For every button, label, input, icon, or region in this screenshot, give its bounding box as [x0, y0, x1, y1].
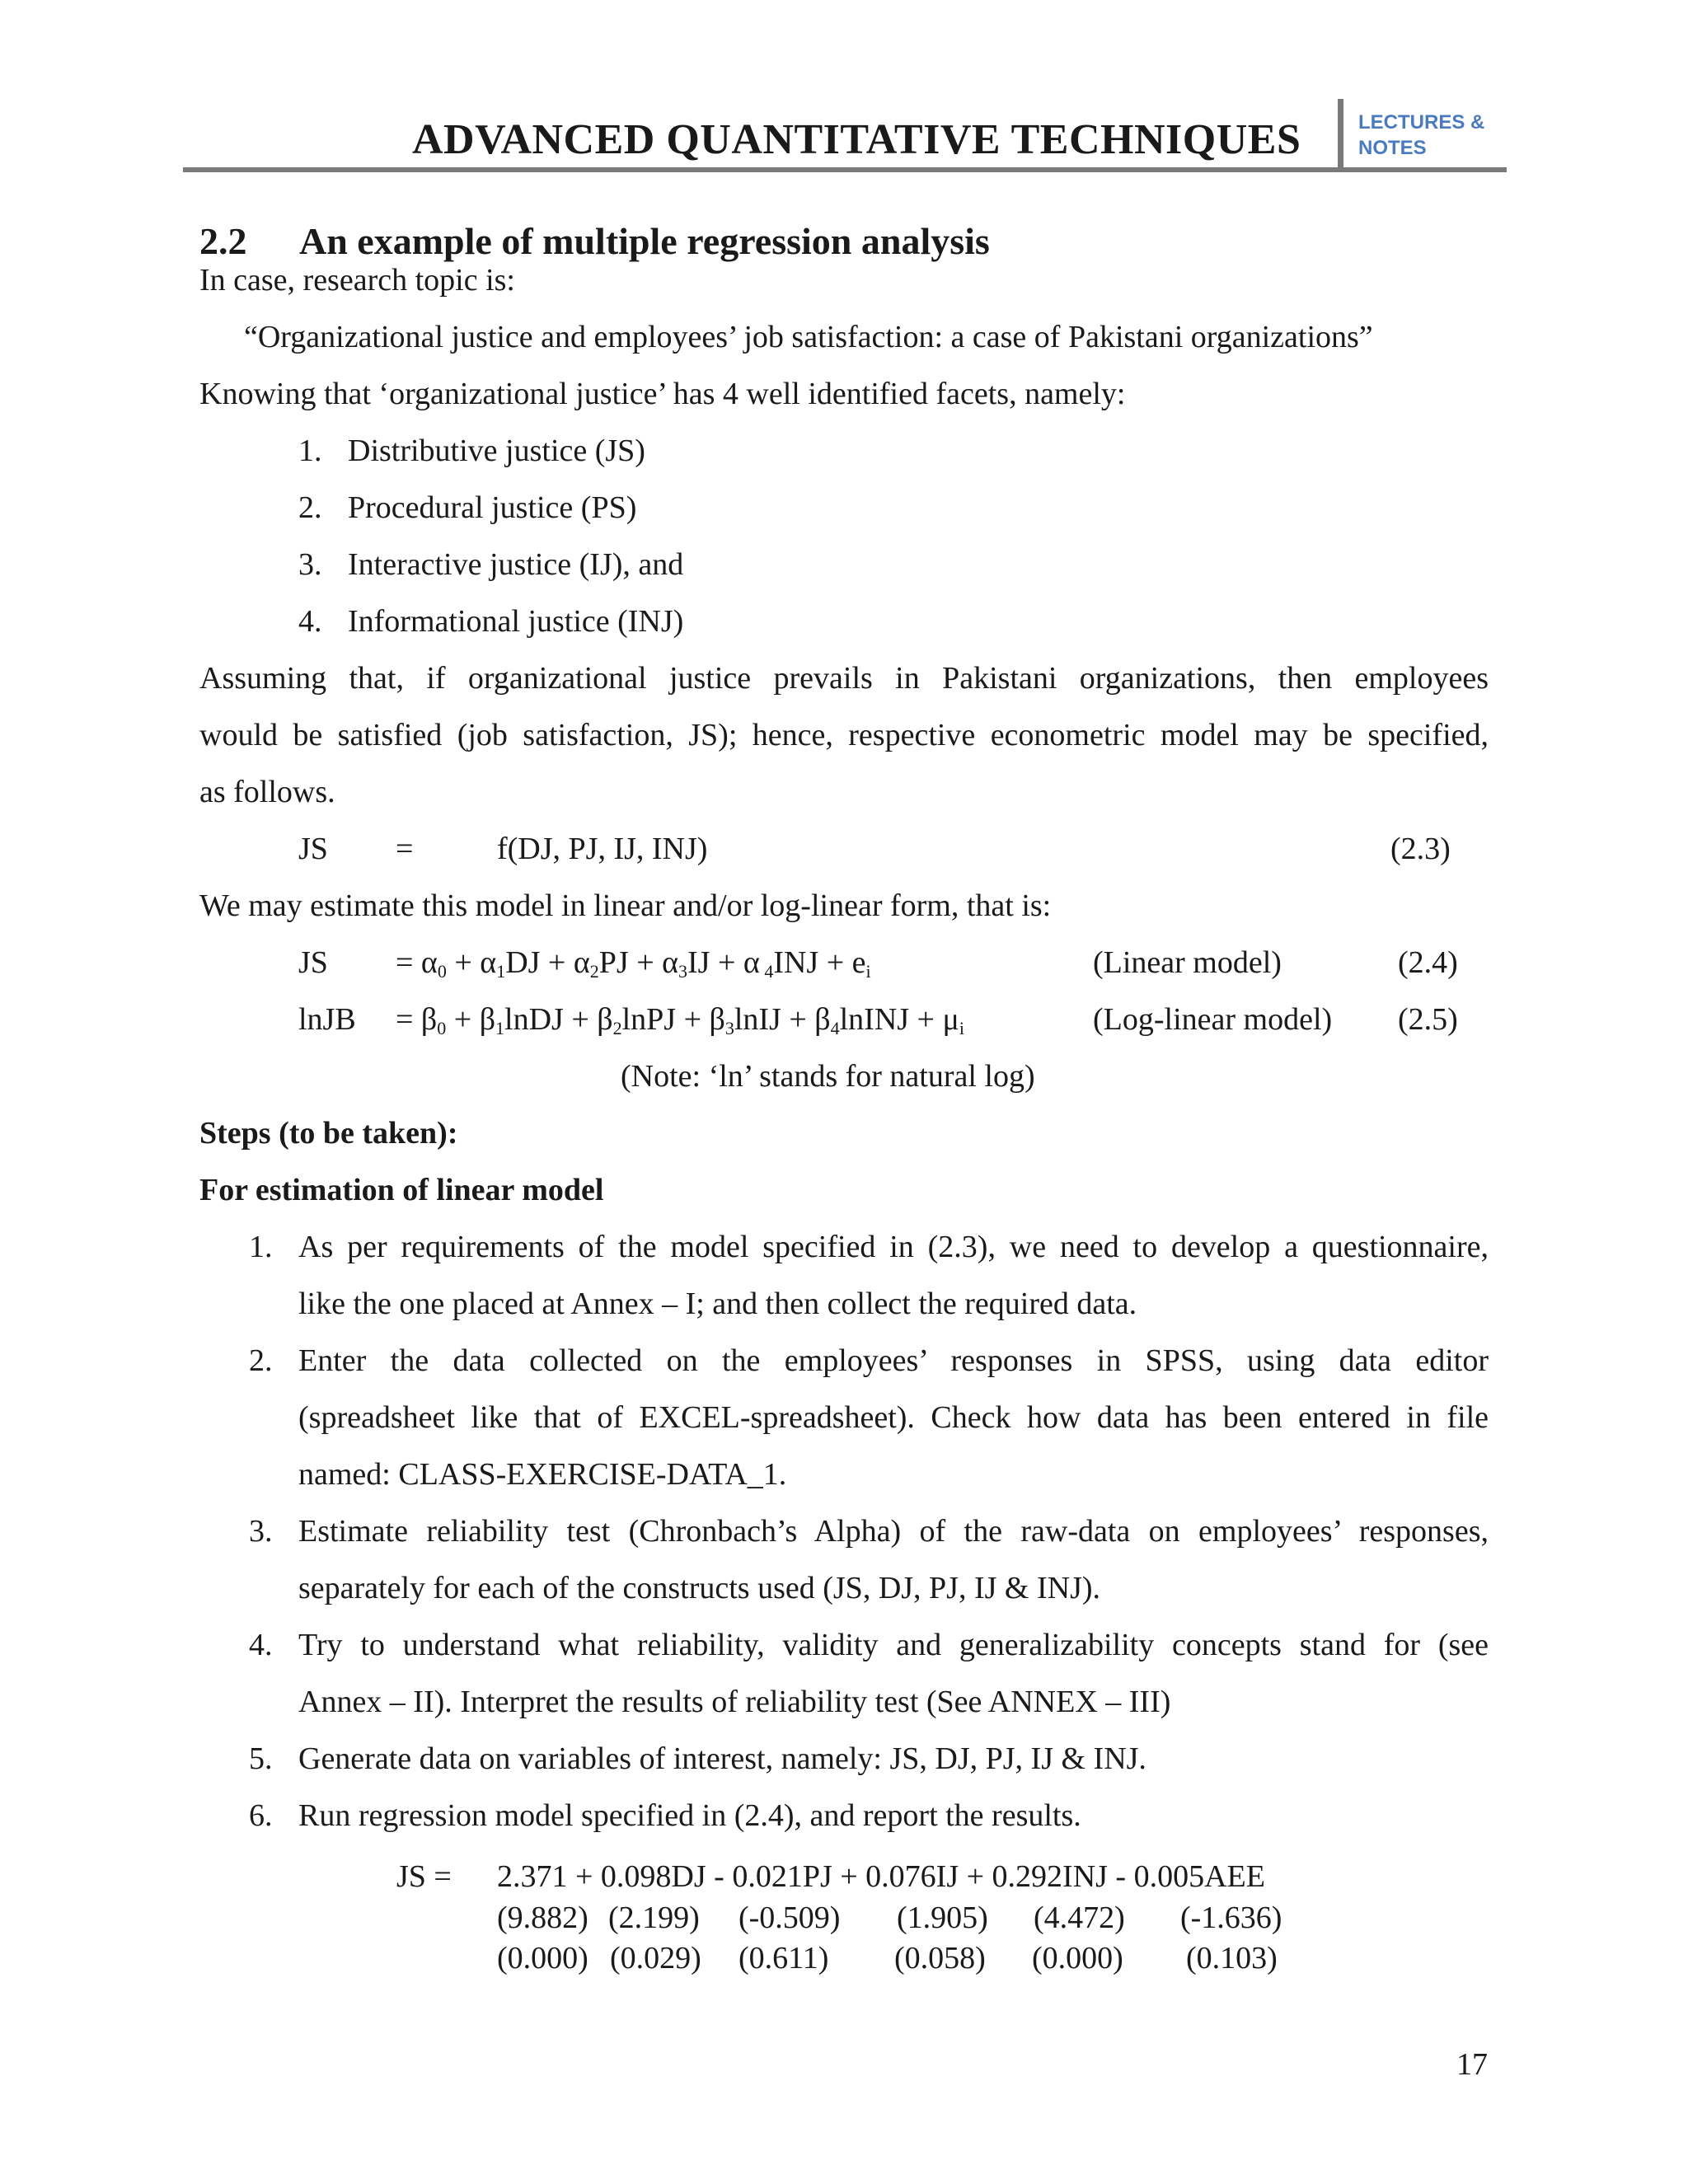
step-line: Generate data on variables of interest, namely: JS, DJ, PJ, IJ & INJ. [298, 1741, 1146, 1776]
eq23-rhs: f(DJ, PJ, IJ, INJ) [497, 832, 708, 866]
step-line: Annex – II). Interpret the results of reliability test (See ANNEX – III) [298, 1685, 1171, 1719]
facet-text: Distributive justice (JS) [348, 434, 645, 468]
step-line: Try to understand what reliability, validity and generalizability concepts stand for (see [298, 1628, 1489, 1662]
facets-intro: Knowing that ‘organizational justice’ has 4 well identified facets, namely: [199, 377, 1126, 411]
eq24-lhs: JS [298, 945, 328, 980]
step-number: 1. [249, 1230, 273, 1264]
facet-text: Informational justice (INJ) [348, 604, 684, 639]
step-number: 3. [249, 1514, 273, 1549]
step-number: 4. [249, 1628, 273, 1662]
step-line: As per requirements of the model specified in (2.3), we need to develop a questionnaire, [298, 1230, 1489, 1264]
page-number: 17 [1456, 2047, 1488, 2082]
step-line: separately for each of the constructs used (JS, DJ, PJ, IJ & INJ). [298, 1571, 1101, 1605]
note-text: (Note: ‘ln’ stands for natural log) [621, 1059, 1035, 1094]
step-number: 2. [249, 1343, 273, 1378]
step-line: named: CLASS-EXERCISE-DATA_1. [298, 1457, 787, 1492]
t-stat: (4.472) [1034, 1900, 1125, 1935]
eq24-rhs: = $\alpha_0 + \alpha_1DJ + \alpha_2PJ + \alpha_3IJ + \alpha$ $_4INJ + e_i$ [396, 945, 871, 982]
eq23-equals: = [396, 832, 414, 866]
step-line: (spreadsheet like that of EXCEL-spreadsheet). Check how data has been entered in file [298, 1400, 1489, 1435]
p-value: (0.058) [894, 1941, 986, 1975]
steps-heading: Steps (to be taken): [199, 1116, 458, 1151]
t-stat: (-1.636) [1180, 1900, 1282, 1935]
facet-number: 2. [298, 490, 322, 525]
step-line: like the one placed at Annex – I; and then collect the required data. [298, 1286, 1137, 1321]
t-stat: (-0.509) [738, 1900, 841, 1935]
eq24-number: (2.4) [1398, 945, 1458, 980]
linear-model-heading: For estimation of linear model [199, 1173, 604, 1207]
p-value: (0.000) [497, 1941, 588, 1975]
step-line: Run regression model specified in (2.4), and report the results. [298, 1798, 1081, 1833]
step-number: 6. [249, 1798, 273, 1833]
assumption-line: would be satisfied (job satisfaction, JS); hence, respective econometric model may be specified, [199, 718, 1489, 752]
p-value: (0.103) [1186, 1941, 1278, 1975]
p-value: (0.611) [738, 1941, 829, 1975]
eq25-label: (Log-linear model) [1093, 1002, 1333, 1037]
document-header-title: ADVANCED QUANTITATIVE TECHNIQUES [412, 116, 1301, 163]
facet-number: 1. [298, 434, 322, 468]
t-stat: (2.199) [608, 1900, 700, 1935]
step-number: 5. [249, 1741, 273, 1776]
result-lhs: JS = [396, 1859, 452, 1894]
facet-text: Interactive justice (IJ), and [348, 547, 684, 582]
facet-text: Procedural justice (PS) [348, 490, 637, 525]
research-topic: “Organizational justice and employees’ job satisfaction: a case of Pakistani organizations” [244, 320, 1373, 354]
p-value: (0.000) [1032, 1941, 1123, 1975]
result-equation: 2.371 + 0.098DJ - 0.021PJ + 0.076IJ + 0.292INJ - 0.005AEE [497, 1859, 1265, 1894]
eq25-number: (2.5) [1398, 1002, 1458, 1037]
assumption-line: as follows. [199, 775, 335, 809]
header-tag-line2: NOTES [1358, 137, 1427, 159]
t-stat: (1.905) [897, 1900, 988, 1935]
section-title: An example of multiple regression analysis [299, 220, 990, 262]
assumption-line: Assuming that, if organizational justice prevails in Pakistani organizations, then employees [199, 661, 1489, 696]
p-value: (0.029) [610, 1941, 701, 1975]
eq25-rhs: = $\beta_0$ + $\beta_1lnDJ$ + $\beta_2lnPJ$ + $\beta_3lnIJ$ + $\beta_4lnINJ + \mu_i$ [396, 1002, 964, 1038]
header-tag-line1: LECTURES & [1358, 111, 1485, 134]
intro-text: In case, research topic is: [199, 263, 515, 298]
eq24-label: (Linear model) [1093, 945, 1282, 980]
facet-number: 3. [298, 547, 322, 582]
eq23-number: (2.3) [1390, 832, 1451, 866]
step-line: Estimate reliability test (Chronbach’s Alpha) of the raw-data on employees’ responses, [298, 1514, 1489, 1549]
eq23-lhs: JS [298, 832, 328, 866]
section-number: 2.2 [199, 220, 247, 262]
step-line: Enter the data collected on the employees’ responses in SPSS, using data editor [298, 1343, 1489, 1378]
header-rule [183, 167, 1507, 172]
t-stat: (9.882) [497, 1900, 588, 1935]
facet-number: 4. [298, 604, 322, 639]
eq25-lhs: lnJB [298, 1002, 356, 1037]
header-divider [1338, 99, 1343, 169]
estimate-text: We may estimate this model in linear and/or log-linear form, that is: [199, 888, 1052, 923]
